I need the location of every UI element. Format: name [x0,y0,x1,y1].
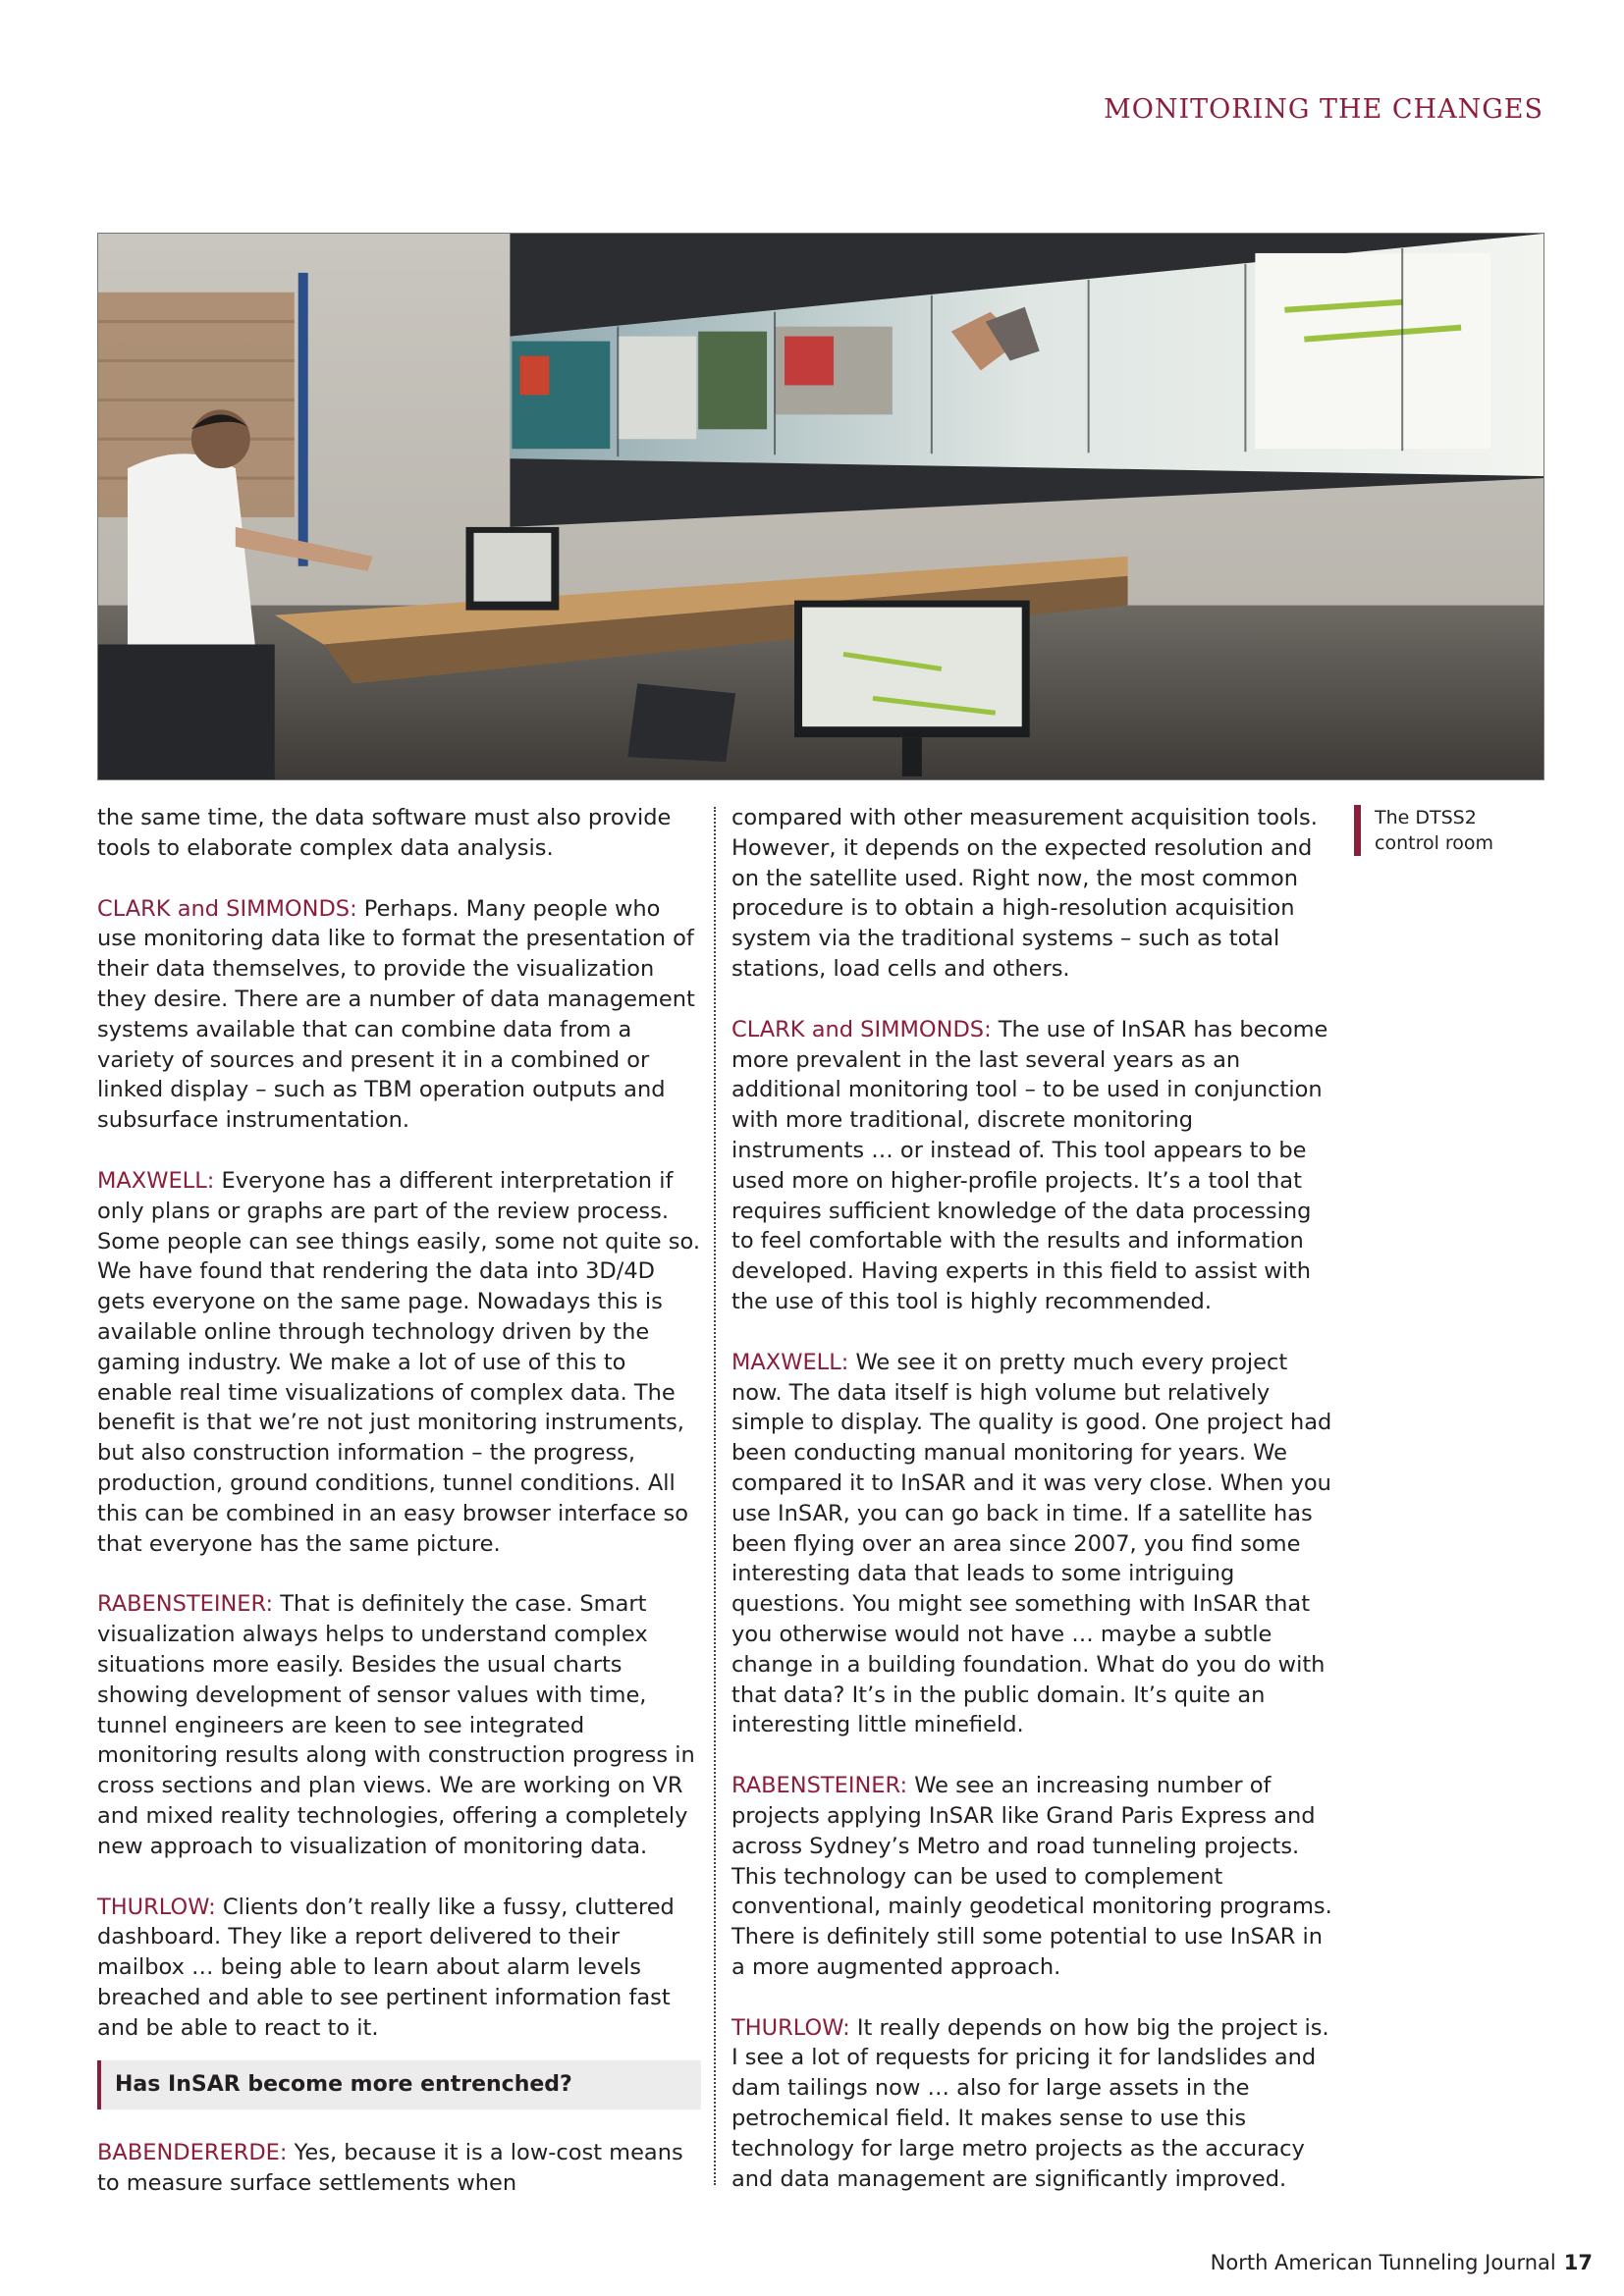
paragraph-text: Clients don’t really like a fussy, cluttered dashboard. They like a report delivered to their mailbox … being able to learn about alarm levels breached and able to see pertinent information fast and be able to react to it. [97,1894,675,2041]
paragraph-text: We see it on pretty much every project now. The data itself is high volume but relatively simple to display. The quality is good. One project had been conducting manual monitoring for years. We compared it to InSAR and it was very close. When you use InSAR, you can go back in time. If a satellite has been flying over an area since 2007, you find some interesting data that leads to some intriguing questions. You might see something with InSAR that you otherwise would not have … maybe a subtle change in a building foundation. What do you do with that data? It’s in the public domain. It’s quite an interesting little minefield. [731,1349,1332,1738]
speaker-name: RABENSTEINER: [97,1591,274,1618]
page-number: 17 [1563,2251,1593,2274]
paragraph [731,803,1332,985]
control-room-illustration [98,234,1543,779]
speaker-name: CLARK and SIMMONDS: [731,1016,992,1042]
left-column [97,803,701,2229]
paragraph [97,894,701,1136]
paragraph-text: That is definitely the case. Smart visualization always helps to understand complex situations more easily. Besides the usual charts showing development of sensor values with time, tunnel engineers are keen to see integrated monitoring results along with construction progress in cross sections and plan views. We are working on VR and mixed reality technologies, offering a completely new approach to visualization of monitoring data. [97,1591,695,1859]
control-room-photo [97,233,1544,780]
paragraph [731,1771,1332,1983]
paragraph-text: compared with other measurement acquisition tools. However, it depends on the expected resolution and on the satellite used. Right now, the most common procedure is to obtain a high-resolution acquisition system via the traditional systems – such as total stations, load cells and others. [731,805,1318,982]
paragraph [731,1348,1332,1740]
paragraph [97,1589,701,1861]
column-divider [714,807,716,2185]
photo-caption: The DTSS2 control room [1354,805,1545,856]
paragraph-text: It really depends on how big the project is. I see a lot of requests for pricing it for landslides and dam tailings now … also for large assets in the petrochemical field. It makes sense to use this technology for large metro projects as the accuracy and data management are significantly improved. [731,2014,1329,2192]
speaker-name: RABENSTEINER: [731,1773,908,1799]
page-footer [982,2251,1593,2274]
paragraph-text: Yes, because it is a low-cost means to measure surface settlements when [97,2140,683,2197]
speaker-name: CLARK and SIMMONDS: [97,895,357,922]
paragraph [97,1893,701,2044]
paragraph-text: We see an increasing number of projects applying InSAR like Grand Paris Express and across Sydney’s Metro and road tunneling projects. This technology can be used to complement conventional, mainly geodetical monitoring programs. There is definitely still some potential to use InSAR in a more augmented approach. [731,1773,1332,1980]
speaker-name: THURLOW: [731,2014,850,2041]
journal-name: North American Tunneling Journal [1210,2251,1556,2274]
question-heading: Has InSAR become more entrenched? [97,2060,701,2109]
section-title: MONITORING THE CHANGES [1104,94,1543,125]
speaker-name: MAXWELL: [731,1349,849,1375]
speaker-name: THURLOW: [97,1894,216,1920]
speaker-name: BABENDERERDE: [97,2140,288,2166]
paragraph-text: Everyone has a different interpretation if only plans or graphs are part of the review process. Some people can see things easily, some not quite so. We have found that rendering the data into 3D/4D gets everyone on the same page. Nowadays this is available online through technology driven by the gaming industry. We make a lot of use of this to enable real time visualizations of complex data. The benefit is that we’re not just monitoring instruments, but also construction information – the progress, production, ground conditions, tunnel conditions. All this can be combined in an easy browser interface so that everyone has the same picture. [97,1167,700,1557]
middle-column [731,803,1332,2224]
paragraph [97,803,701,864]
paragraph [731,2013,1332,2195]
paragraph-text: Perhaps. Many people who use monitoring data like to format the presentation of their data themselves, to provide the visualization they desire. There are a number of data management systems available that can combine data from a variety of sources and present it in a combined or linked display – such as TBM operation outputs and subsurface instrumentation. [97,895,695,1134]
paragraph [731,1015,1332,1317]
paragraph [97,2138,701,2199]
speaker-name: MAXWELL: [97,1167,215,1194]
paragraph-text: The use of InSAR has become more prevalent in the last several years as an additional monitoring tool – to be used in conjunction with more traditional, discrete monitoring instruments … or instead of. This tool appears to be used more on higher-profile projects. It’s a tool that requires sufficient knowledge of the data processing to feel comfortable with the results and information developed. Having experts in this field to assist with the use of this tool is highly recommended. [731,1016,1328,1314]
paragraph [97,1166,701,1559]
paragraph-text: the same time, the data software must also provide tools to elaborate complex data analysis. [97,805,672,861]
